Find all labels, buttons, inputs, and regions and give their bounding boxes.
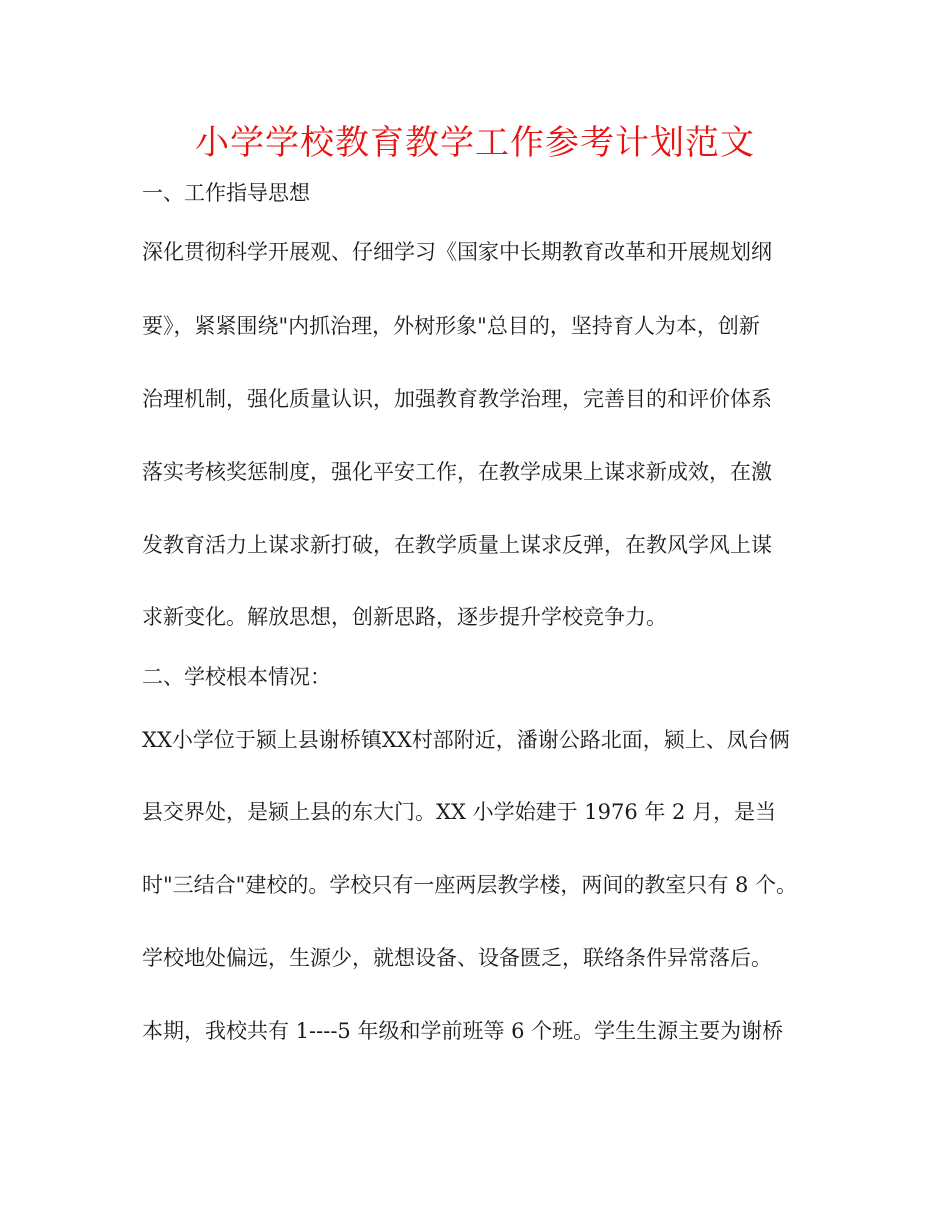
section-heading-1: 一、工作指导思想 [142, 181, 310, 205]
paragraph-line: 学校地处偏远，生源少，就想设备、设备匮乏，联络条件异常落后。 [142, 946, 772, 970]
paragraph-line: XX小学位于颍上县谢桥镇XX村部附近，潘谢公路北面，颍上、凤台俩 [142, 728, 790, 752]
document-title: 小学学校教育教学工作参考计划范文 [195, 123, 755, 163]
paragraph-line: 要》，紧紧围绕"内抓治理，外树形象"总目的，坚持育人为本，创新 [142, 314, 760, 338]
paragraph-line: 落实考核奖惩制度，强化平安工作，在教学成果上谋求新成效，在激 [142, 460, 772, 484]
paragraph-line: 本期，我校共有 1----5 年级和学前班等 6 个班。学生生源主要为谢桥 [142, 1019, 784, 1043]
section-heading-2: 二、学校根本情况： [142, 665, 331, 689]
paragraph-line: 求新变化。解放思想，创新思路，逐步提升学校竞争力。 [142, 605, 667, 629]
paragraph-line: 深化贯彻科学开展观、仔细学习《国家中长期教育改革和开展规划纲 [142, 240, 772, 264]
paragraph-line: 治理机制，强化质量认识，加强教育教学治理，完善目的和评价体系 [142, 387, 772, 411]
paragraph-line: 县交界处，是颍上县的东大门。XX 小学始建于 1976 年 2 月，是当 [142, 800, 777, 824]
paragraph-line: 发教育活力上谋求新打破，在教学质量上谋求反弹，在教风学风上谋 [142, 533, 772, 557]
paragraph-line: 时"三结合"建校的。学校只有一座两层教学楼，两间的教室只有 8 个。 [142, 873, 798, 897]
